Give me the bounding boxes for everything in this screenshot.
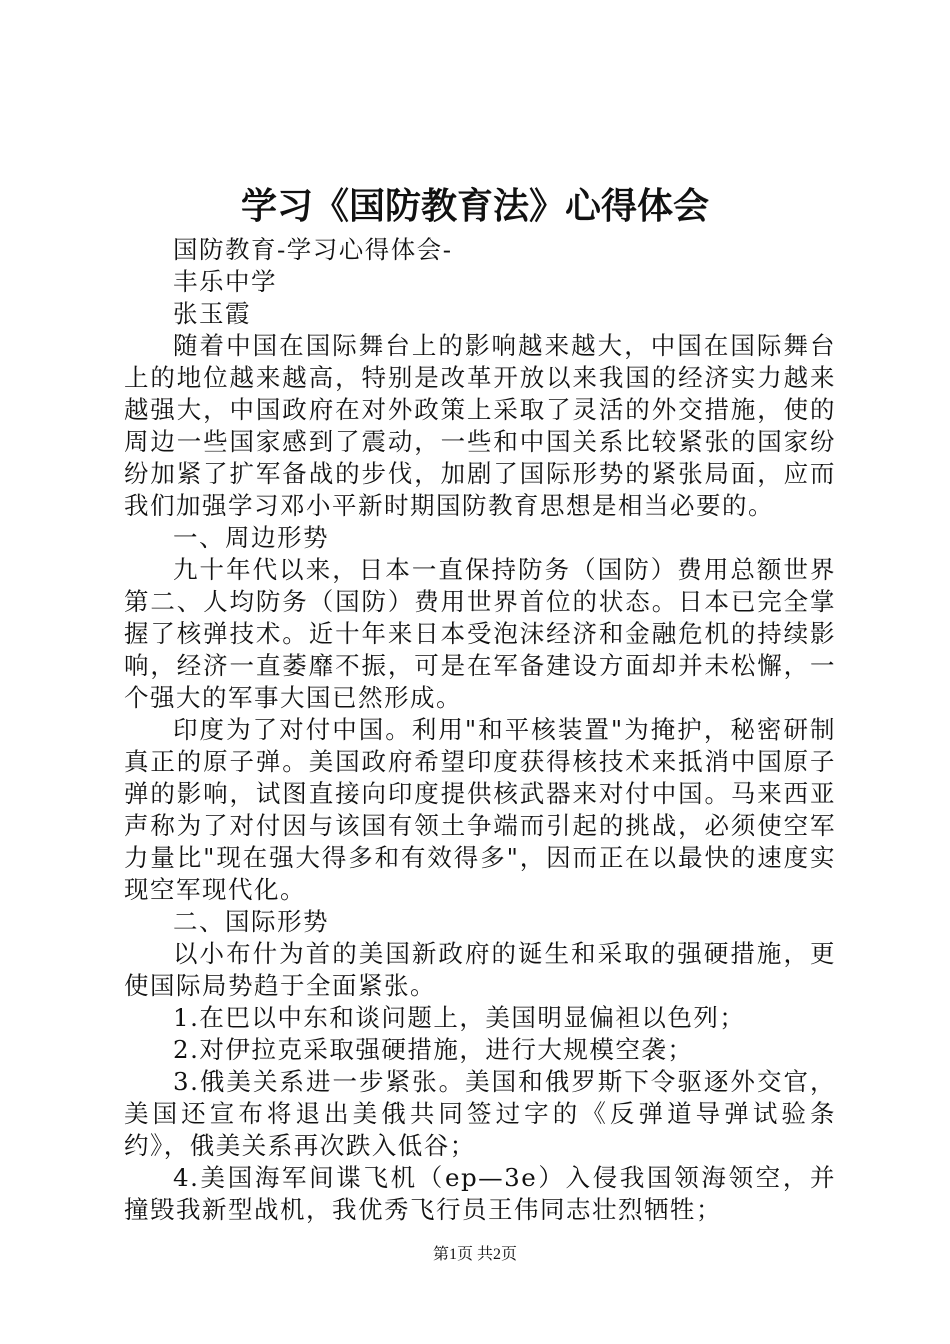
list-item-3: 3.俄美关系进一步紧张。美国和俄罗斯下令驱逐外交官，美国还宣布将退出美俄共同签过字的《反弹道导弹试验条约》，俄美关系再次跌入低谷； [124,1067,836,1160]
paragraph-japan: 九十年代以来，日本一直保持防务（国防）费用总额世界第二、人均防务（国防）费用世界首位的状态。日本已完全掌握了核弹技术。近十年来日本受泡沫经济和金融危机的持续影响，经济一直萎靡不振，可是在军备建设方面却并未松懈，一个强大的军事大国已然形成。 [124,555,836,712]
section-heading-2: 二、国际形势 [173,907,329,936]
paragraph-category: 国防教育-学习心得体会- [173,235,453,264]
page-footer: 第1页 共2页 [432,1246,517,1263]
paragraph-india: 印度为了对付中国。利用"和平核装置"为掩护，秘密研制真正的原子弹。美国政府希望印度获得核技术来抵消中国原子弹的影响，试图直接向印度提供核武器来对付中国。马来西亚声称为了对付因与该国有领土争端而引起的挑战，必须使空军力量比"现在强大得多和有效得多"，因而正在以最快的速度实现空军现代化。 [124,715,836,904]
list-item-1: 1.在巴以中东和谈问题上，美国明显偏袒以色列； [173,1003,746,1032]
paragraph-us: 以小布什为首的美国新政府的诞生和采取的强硬措施，更使国际局势趋于全面紧张。 [124,939,836,1000]
document-body [124,234,836,1226]
list-item-4: 4.美国海军间谍飞机（ep—3e）入侵我国领海领空，并撞毁我新型战机，我优秀飞行员王伟同志壮烈牺牲； [124,1163,836,1224]
section-heading-1: 一、周边形势 [173,523,329,552]
paragraph-author: 张玉霞 [173,299,251,328]
document-title: 学习《国防教育法》心得体会 [240,186,709,227]
paragraph-intro: 随着中国在国际舞台上的影响越来越大，中国在国际舞台上的地位越来越高，特别是改革开放以来我国的经济实力越来越强大，中国政府在对外政策上采取了灵活的外交措施，使的周边一些国家感到了震动，一些和中国关系比较紧张的国家纷纷加紧了扩军备战的步伐，加剧了国际形势的紧张局面，应而我们加强学习邓小平新时期国防教育思想是相当必要的。 [124,331,836,520]
list-item-2: 2.对伊拉克采取强硬措施，进行大规模空袭； [173,1035,694,1064]
paragraph-school: 丰乐中学 [173,267,277,296]
